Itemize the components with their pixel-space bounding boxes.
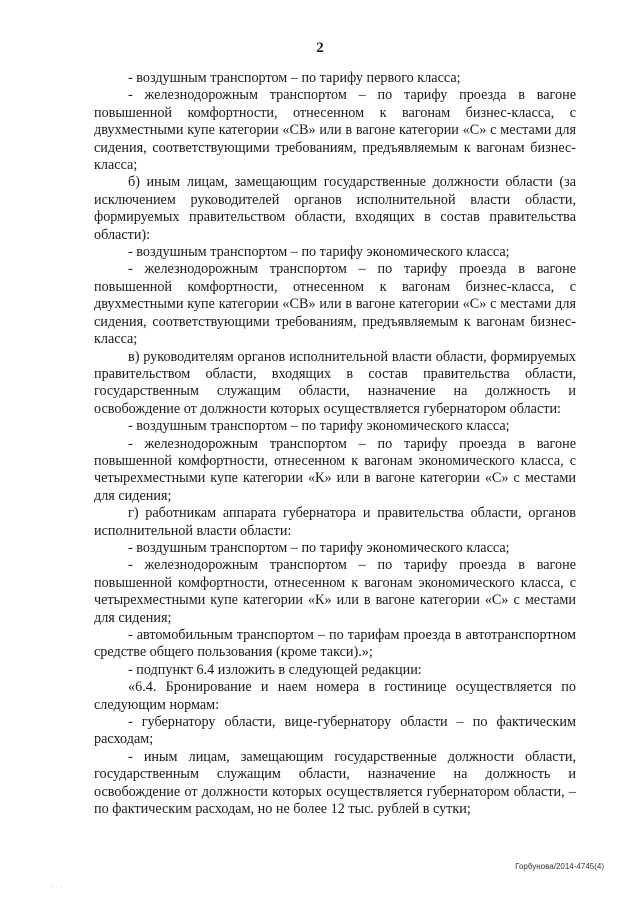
- scan-artifact: · ·: [50, 884, 66, 891]
- paragraph-air-economy-3: - воздушным транспортом – по тарифу экономического класса;: [128, 539, 510, 556]
- paragraph-g-staff: г) работникам аппарата губернатора и правительства области, органов исполнительной власти области:: [94, 505, 576, 539]
- paragraph-rail-business-1: - железнодорожным транспортом – по тарифу проезда в вагоне повышенной комфортности, отнесенном к вагонам бизнес-класса, с двухместными купе категории «СВ» или в вагоне категории «С» с местами для сидения, соответствующими требованиям, предъявляемым к вагонам бизнес-класса;: [94, 87, 576, 174]
- paragraph-subclause-6-4-intro: - подпункт 6.4 изложить в следующей редакции:: [128, 661, 422, 678]
- paragraph-rail-business-2: - железнодорожным транспортом – по тарифу проезда в вагоне повышенной комфортности, отнесенном к вагонам бизнес-класса, с двухместными купе категории «СВ» или в вагоне категории «С» с местами для сидения, соответствующими требованиям, предъявляемым к вагонам бизнес-класса;: [94, 261, 576, 348]
- paragraph-air-economy-2: - воздушным транспортом – по тарифу экономического класса;: [128, 418, 510, 435]
- paragraph-other-hotel-limit: - иным лицам, замещающим государственные должности области, государственным служащим области, назначение на должность и освобождение от должности которых осуществляется губернатором области, – по фактическим расходам, но не более 12 тыс. рублей в сутки;: [94, 748, 576, 818]
- paragraph-air-economy-1: - воздушным транспортом – по тарифу экономического класса;: [128, 244, 510, 261]
- document-body: [94, 70, 576, 818]
- paragraph-rail-economy-2: - железнодорожным транспортом – по тарифу проезда в вагоне повышенной комфортности, отнесенном к вагонам экономического класса, с четырехместными купе категории «К» или в вагоне категории «С» с местами для сидения;: [94, 557, 576, 626]
- paragraph-v-heads-of-bodies: в) руководителям органов исполнительной власти области, формируемых правительством области, входящих в состав правительства области, государственным служащим области, назначение на должность и освобождение от должности которых осуществляется губернатором области:: [94, 348, 576, 417]
- paragraph-road-transport: - автомобильным транспортом – по тарифам проезда в автотранспортном средстве общего пользования (кроме такси).»;: [94, 627, 576, 661]
- footer-document-code: Горбунова/2014-4745(4): [515, 862, 604, 871]
- paragraph-6-4-hotel: «6.4. Бронирование и наем номера в гостинице осуществляется по следующим нормам:: [94, 679, 576, 713]
- paragraph-governor-hotel: - губернатору области, вице-губернатору области – по фактическим расходам;: [94, 714, 576, 748]
- paragraph-air-first-class: - воздушным транспортом – по тарифу первого класса;: [128, 70, 461, 86]
- paragraph-b-other-officials: б) иным лицам, замещающим государственные должности области (за исключением руководителей органов исполнительной власти области, формируемых правительством области, входящих в состав правительства области):: [94, 174, 576, 243]
- page-number: 2: [316, 40, 324, 56]
- paragraph-rail-economy-1: - железнодорожным транспортом – по тарифу проезда в вагоне повышенной комфортности, отнесенном к вагонам экономического класса, с четырехместными купе категории «К» или в вагоне категории «С» с местами для сидения;: [94, 435, 576, 504]
